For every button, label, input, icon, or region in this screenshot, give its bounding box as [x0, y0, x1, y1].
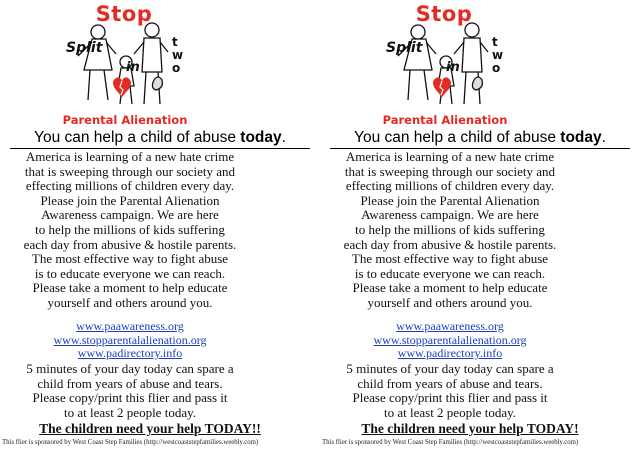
- headline-bold: today: [560, 129, 602, 146]
- logo-in-text: in: [126, 60, 140, 75]
- headline-prefix: You can help a child of abuse: [354, 129, 561, 146]
- body-line: Please join the Parental Alienation: [40, 192, 220, 208]
- closing-line: 5 minutes of your day today can spare a: [346, 361, 554, 376]
- body-line: Please take a moment to help educate: [352, 280, 548, 296]
- closing-text: [330, 362, 570, 420]
- headline-suffix: .: [281, 129, 286, 146]
- headline-suffix: .: [601, 129, 606, 146]
- body-line: to help the millions of kids suffering: [355, 221, 545, 237]
- logo-split-text: Split: [386, 40, 423, 56]
- closing-line: child from years of abuse and tears.: [357, 375, 543, 391]
- closing-line: to at least 2 people today.: [383, 404, 516, 420]
- body-line: each day from abusive & hostile parents.: [343, 236, 557, 252]
- body-line: yourself and others around you.: [367, 294, 533, 310]
- stop-split-in-two-logo: [384, 2, 504, 114]
- link-stopparentalalienation[interactable]: www.stopparentalalienation.org: [373, 332, 527, 347]
- link-padirectory[interactable]: www.padirectory.info: [397, 346, 503, 361]
- body-line: The most effective way to fight abuse: [351, 251, 549, 267]
- body-line: that is sweeping through our society and: [24, 163, 236, 179]
- body-line: is to educate everyone we can reach.: [34, 265, 226, 281]
- family-drawing-icon: [384, 20, 504, 115]
- body-line: each day from abusive & hostile parents.: [23, 236, 237, 252]
- call-to-action: The children need your help TODAY!: [361, 421, 579, 436]
- body-line: that is sweeping through our society and: [344, 163, 556, 179]
- link-list: [10, 320, 250, 361]
- body-text: [10, 150, 250, 311]
- link-paawareness[interactable]: www.paawareness.org: [396, 319, 504, 333]
- logo-stop-text: Stop: [95, 2, 153, 26]
- sponsor-note: This flier is sponsored by West Coast Step Families (http://westcoaststepfamilies.weebly.com): [2, 439, 259, 446]
- headline: [330, 129, 630, 149]
- body-line: yourself and others around you.: [47, 294, 213, 310]
- body-line: effecting millions of children every day.: [345, 178, 555, 194]
- closing-line: 5 minutes of your day today can spare a: [26, 361, 234, 376]
- sponsor-note: This flier is sponsored by West Coast Step Families (http://westcoaststepfamilies.weebly.com): [322, 439, 579, 446]
- logo-caption: Parental Alienation: [62, 113, 188, 127]
- family-drawing-icon: [64, 20, 184, 115]
- body-text: [330, 150, 570, 311]
- closing-line: to at least 2 people today.: [63, 404, 196, 420]
- closing-line: Please copy/print this flier and pass it: [352, 390, 548, 406]
- link-stopparentalalienation[interactable]: www.stopparentalalienation.org: [53, 332, 207, 347]
- link-list: [330, 320, 570, 361]
- logo-caption: Parental Alienation: [382, 113, 508, 127]
- link-padirectory[interactable]: www.padirectory.info: [77, 346, 183, 361]
- body-line: America is learning of a new hate crime: [25, 149, 235, 164]
- logo-in-text: in: [446, 60, 460, 75]
- link-paawareness[interactable]: www.paawareness.org: [76, 319, 184, 333]
- body-line: Awareness campaign. We are here: [361, 207, 539, 223]
- body-line: Please join the Parental Alienation: [360, 192, 540, 208]
- body-line: effecting millions of children every day.: [25, 178, 235, 194]
- body-line: America is learning of a new hate crime: [345, 149, 555, 164]
- logo-two-text: two: [492, 35, 504, 75]
- closing-line: Please copy/print this flier and pass it: [32, 390, 228, 406]
- logo-two-text: two: [172, 35, 184, 75]
- body-line: to help the millions of kids suffering: [35, 221, 225, 237]
- logo-split-text: Split: [66, 40, 103, 56]
- headline-prefix: You can help a child of abuse: [34, 129, 241, 146]
- flier-right: [320, 0, 640, 454]
- closing-line: child from years of abuse and tears.: [37, 375, 223, 391]
- stop-split-in-two-logo: [64, 2, 184, 114]
- headline: [10, 129, 310, 149]
- closing-text: [10, 362, 250, 420]
- body-line: Awareness campaign. We are here: [41, 207, 219, 223]
- logo-stop-text: Stop: [415, 2, 473, 26]
- body-line: Please take a moment to help educate: [32, 280, 228, 296]
- call-to-action: The children need your help TODAY!!: [39, 421, 261, 436]
- body-line: is to educate everyone we can reach.: [354, 265, 546, 281]
- body-line: The most effective way to fight abuse: [31, 251, 229, 267]
- headline-bold: today: [240, 129, 282, 146]
